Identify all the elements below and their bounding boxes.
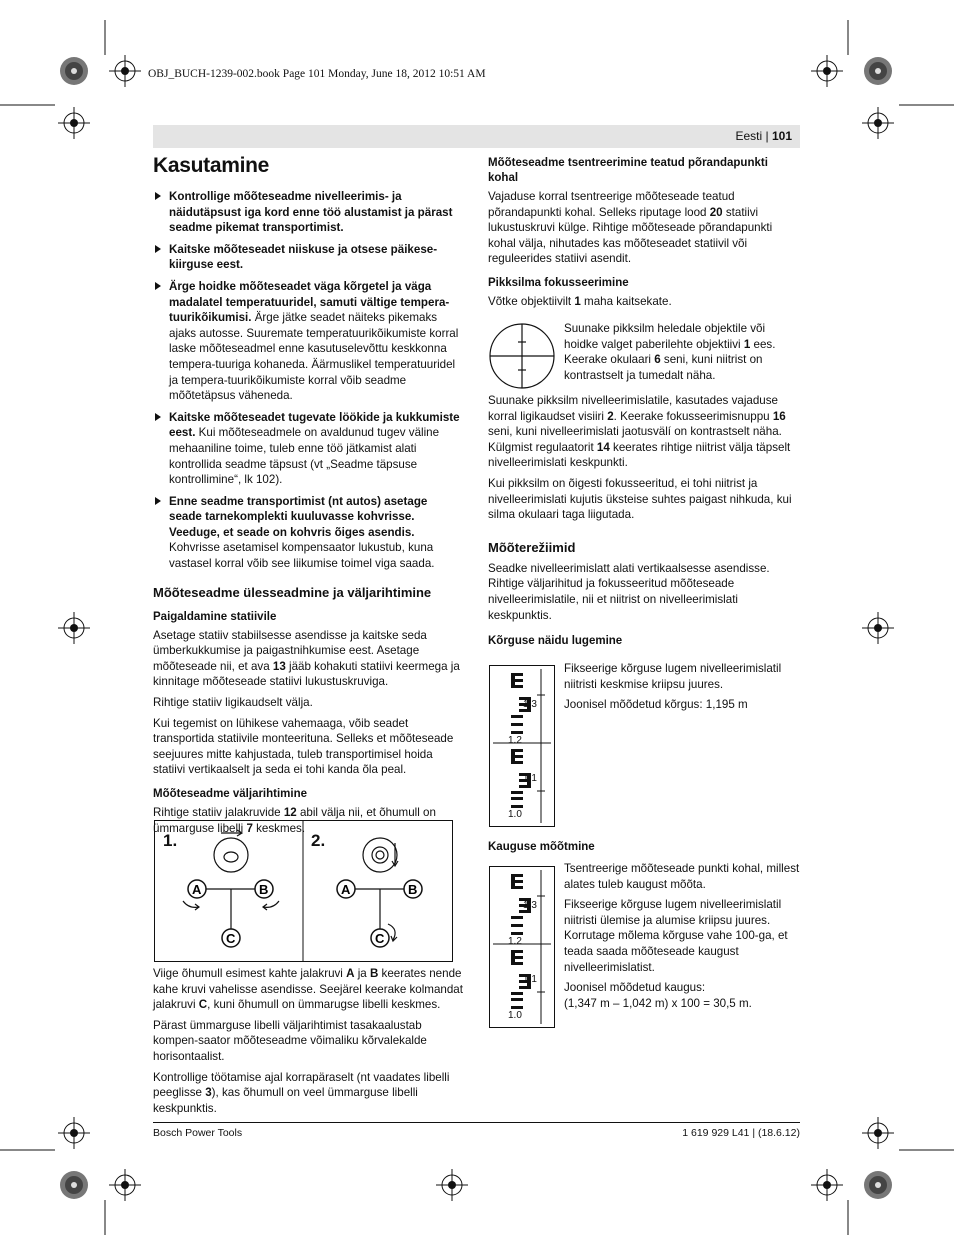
text: jääb kohakuti statiivi keermega ja kinnitage mõõteseade statiivi lukustuskruviga. xyxy=(153,659,460,689)
paragraph-focus-1 xyxy=(488,294,800,310)
ref: C xyxy=(198,998,208,1012)
text: keerates rihtige niitrist välja täpselt nivelleerimislati keskpunkti. xyxy=(488,440,791,470)
section-title: Kasutamine xyxy=(153,154,270,177)
bullet-icon xyxy=(155,192,161,200)
ref: 14 xyxy=(596,440,610,454)
text: Joonisel mõõdetud kaugus: xyxy=(564,981,706,995)
height-text xyxy=(564,661,800,718)
heading-height: Kõrguse näidu lugemine xyxy=(488,635,623,648)
footer-rule xyxy=(153,1122,800,1123)
ref-number: 13 xyxy=(272,659,286,673)
screw-b-label: B xyxy=(259,882,269,897)
bullet-text: Kui mõõteseadmele on avaldunud tugev väline mehaaniline toime, tuleb enne töö jätkamist alati kontrollida seadme täpsust (vt „Seadme täpsuse kontrollimine“, lk 102). xyxy=(169,426,440,487)
paragraph-height-2: Joonisel mõõdetud kõrgus: 1,195 m xyxy=(564,698,748,712)
leveling-staff-height xyxy=(489,665,555,827)
text: Vajaduse korral tsentreerige mõõteseade teatud põrandapunkti kohal. Selleks riputage lood xyxy=(488,190,735,219)
staff2-label-10: 1.0 xyxy=(508,1010,522,1021)
staff2-label-13: 1.3 xyxy=(523,900,537,911)
bullet-icon xyxy=(155,497,161,505)
screw-b-icon xyxy=(255,880,273,898)
ref: 3 xyxy=(205,1086,212,1100)
ref: B xyxy=(369,967,379,980)
text: keskmes. xyxy=(252,821,306,835)
screw-c2-label: C xyxy=(375,931,385,946)
bullet-text: Ärge jätke seadet näiteks pikemaks ajaks autosse. Suuremate temperatuurikõikumiste korral laske mõõteseadmel enne kasutuselevõttu keskkonna tempera-tuuriga kohaneda. Äärmuslikel temperatuuridel ja tempera-tuurikõikumiste korral võib seadme mõõtetäpsus väheneda. xyxy=(169,311,459,403)
bullet-bold: Kontrollige mõõteseadme nivelleerimis- ja näidutäpsust iga kord enne töö alustamist ja pärast seadme pikemat transportimist. xyxy=(169,190,453,235)
crosshair-icon xyxy=(487,321,557,391)
heading-align: Mõõteseadme väljarihtimine xyxy=(153,788,308,800)
staff-label-12: 1.2 xyxy=(508,735,522,746)
footer-left: Bosch Power Tools xyxy=(153,1127,243,1139)
paragraph-tripod-2: Rihtige statiiv ligikaudselt välja. xyxy=(153,696,313,710)
text: Suunake pikksilm nivelleerimislatile, kasutades vajaduse korral ligikaudset visiiri xyxy=(488,394,778,423)
screw-a2-label: A xyxy=(341,882,351,897)
print-slug: OBJ_BUCH-1239-002.book Page 101 Monday, June 18, 2012 10:51 AM xyxy=(148,68,486,80)
text: . Keerake fokusseerimisnuppu xyxy=(613,409,773,423)
screw-c2-icon xyxy=(371,929,389,947)
heading-setup: Mõõteseadme ülesseadmine ja väljarihtimine xyxy=(153,584,432,600)
screw-a2-icon xyxy=(337,880,355,898)
text: Rihtige statiiv jalakruvide xyxy=(153,806,284,819)
ref: 1 xyxy=(743,337,751,351)
bullet-1 xyxy=(153,189,463,236)
bullet-icon xyxy=(155,282,161,290)
text: , kuni õhumull on ümmarugse libelli keskmes. xyxy=(207,998,441,1012)
screw-b2-icon xyxy=(404,880,422,898)
paragraph-after-1 xyxy=(153,966,463,1013)
text: Viige õhumull esimest kahte jalakruvi xyxy=(153,967,347,980)
formula: (1,347 m – 1,042 m) x 100 = 30,5 m. xyxy=(564,996,752,1010)
page-number: 101 xyxy=(771,129,792,143)
ref-number: 7 xyxy=(246,821,253,835)
leveling-staff-distance xyxy=(489,866,555,1028)
text: seni, kuni niitrist on kontrastselt ja tumedalt näha. xyxy=(564,353,763,382)
text: statiivi lukustuskruvi külge. Rihtige mõõteseade põrandapunkti kohal välja, nihutades kas mõõteseadet statiivil või reguleerides statiivi asendit. xyxy=(488,205,773,266)
focus-paragraph-box xyxy=(564,321,800,388)
paragraph-distance-2: Fikseerige kõrguse lugem nivelleerimislatil niitristi ülemise ja alumise kriipsu juures. Korrutage mõlema kõrguse vahe 100-ga, et teada saada mõõteseade kaugust nivelleerimislatist. xyxy=(564,898,788,974)
text: seni, kuni nivelleerimislati jaotusvälí on kontrastselt näha. Külgmist regulaatorit xyxy=(488,425,782,454)
bullet-bold: Kaitske mõõteseadet niiskuse ja otsese päikese-kiirguse eest. xyxy=(169,242,438,272)
staff-label-11: 1.1 xyxy=(523,773,537,784)
screw-c-icon xyxy=(222,929,240,947)
ref: 1 xyxy=(574,294,581,308)
heading-tripod: Paigaldamine statiivile xyxy=(153,610,277,623)
bullet-3 xyxy=(153,279,463,404)
text: Asetage statiiv stabiilsesse asendisse ja kaitske seda ümberkukkumise ja paigastnihkumise eest. Asetage mõõteseade nii, et ava xyxy=(153,628,427,673)
bullet-bold: Ärge hoidke mõõteseadet väga kõrgetel ja väga madalatel temperatuuridel, samuti vältige tempera-tuurikõikumisi. xyxy=(169,279,450,325)
text: keerates nende kahe kruvi vahelisse asendisse. Seejärel keerake kolmandat jalakruvi xyxy=(153,967,463,1012)
leveling-figure xyxy=(154,820,453,962)
staff-label-13: 1.3 xyxy=(523,699,537,710)
paragraph-distance-3 xyxy=(564,980,800,1011)
left-column-bottom xyxy=(153,966,463,1121)
step-2-label: 2. xyxy=(311,831,326,850)
ref: 20 xyxy=(709,205,723,219)
right-column xyxy=(488,156,800,315)
left-column xyxy=(153,154,463,841)
heading-modes: Mõõterežiimid xyxy=(488,539,576,555)
paragraph-height-1: Fikseerige kõrguse lugem nivelleerimislatil niitristi keskmise kriipsu juures. xyxy=(564,662,782,691)
text: Võtke objektiivilt xyxy=(488,294,575,308)
bullet-2 xyxy=(153,242,463,273)
screw-b2-label: B xyxy=(408,882,418,897)
ref-number: 12 xyxy=(283,806,297,819)
bullet-bold: Enne seadme transportimist (nt autos) asetage seade tarnekomplekti kuuluvasse kohvrisse. Veeduge, et seade on kohvris õiges asendis. xyxy=(169,494,428,539)
screw-a-label: A xyxy=(192,882,202,897)
paragraph-tripod-3: Kui tegemist on lühikese vahemaaga, võib seadet transportida statiivile monteerituna. Selleks et mõõteseade seejuures mitte kahjustada, tuleb transportimisel hoida statiivi vertikaalselt ja seda ei tohi kanda õla peal. xyxy=(153,716,454,777)
bullet-icon xyxy=(155,245,161,253)
paragraph-distance-1: Tsentreerige mõõteseade punkti kohal, millest alates tuleb kaugust mõõta. xyxy=(564,862,800,891)
header-sep: | xyxy=(762,129,772,143)
text: ja xyxy=(354,967,370,980)
heading-center: Mõõteseadme tsentreerimine teatud põrandapunkti kohal xyxy=(488,157,768,184)
staff2-label-12: 1.2 xyxy=(508,936,522,947)
footer-right: 1 619 929 L41 | (18.6.12) xyxy=(682,1127,800,1139)
text: abil välja nii, et õhumull on ümmarguse libelli xyxy=(153,806,436,835)
bullet-bold: Kaitske mõõteseadet tugevate löökide ja kukkumiste eest. xyxy=(169,410,460,440)
bullet-text: Kohvrisse asetamisel kompensaator lukustub, kuna vastasel korral võib see liikumise toimel viga saada. xyxy=(169,541,435,571)
text: Kontrollige töötamise ajal korrapäraselt (nt vaadates libelli peeglisse xyxy=(153,1070,450,1100)
right-column-mid xyxy=(488,393,800,652)
header-text xyxy=(735,129,792,143)
text: Suunake pikksilm heledale objektile või hoidke valget paberilehte objektiivi xyxy=(564,322,766,351)
screw-c-label: C xyxy=(226,931,236,946)
paragraph-center xyxy=(488,189,800,267)
staff-label-10: 1.0 xyxy=(508,809,522,820)
bullet-icon xyxy=(155,413,161,421)
distance-text xyxy=(564,861,800,1016)
step-1-label: 1. xyxy=(163,831,178,850)
ref: 16 xyxy=(772,409,786,423)
ref: 6 xyxy=(654,353,661,367)
staff2-label-11: 1.1 xyxy=(523,974,537,985)
heading-focus: Pikksilma fokusseerimine xyxy=(488,276,629,289)
paragraph-after-3 xyxy=(153,1070,463,1117)
paragraph-focus-2 xyxy=(564,321,800,383)
bullet-5 xyxy=(153,494,463,572)
text: ), kas õhumull on veel ümmarguse libelli keskpunktis. xyxy=(153,1086,418,1115)
leveling-diagram xyxy=(155,821,452,961)
running-header xyxy=(153,125,800,148)
screw-a-icon xyxy=(188,880,206,898)
header-language: Eesti xyxy=(735,129,763,143)
paragraph-focus-4: Kui pikksilm on õigesti fokusseeritud, ei tohi niitrist ja nivelleerimislati kujutis üksteise suhtes paigast nihkuda, kui silma okulaari taga liigutada. xyxy=(488,476,792,522)
ref: 2 xyxy=(607,409,614,423)
text: ees. Keerake okulaari xyxy=(564,337,776,367)
ref: A xyxy=(346,967,355,980)
text: maha kaitsekate. xyxy=(580,294,672,308)
paragraph-modes: Seadke nivelleerimislatt alati vertikaalsesse asendisse. Rihtige väljarihitud ja fokusseeritud mõõteseade nivelleerimislatile, nii et niitrist on nivelleerimislati keskpunktis. xyxy=(488,561,770,622)
heading-distance: Kauguse mõõtmine xyxy=(488,841,595,853)
paragraph-after-2: Pärast ümmarguse libelli väljarihtimist tasakaalustab kompen-saator mõõteseadme võimaliku kõrvalekalde horisontaalist. xyxy=(153,1018,427,1063)
bullet-4 xyxy=(153,410,463,488)
paragraph-tripod-1 xyxy=(153,628,463,690)
paragraph-focus-3 xyxy=(488,393,800,471)
